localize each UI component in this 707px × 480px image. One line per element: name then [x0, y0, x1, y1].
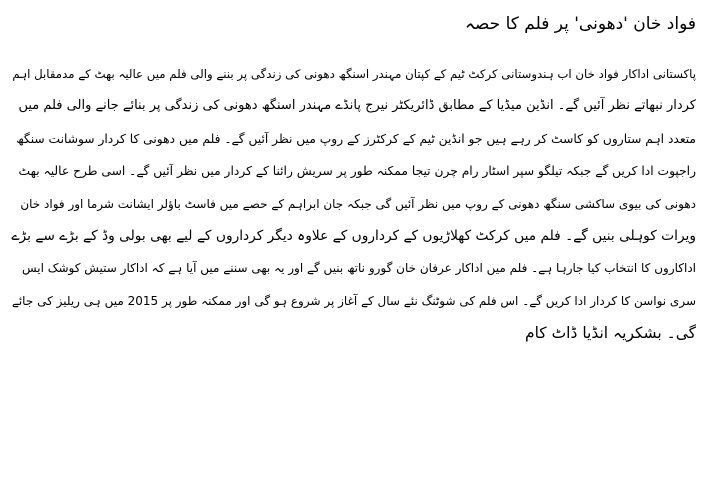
body-line: پاکستانی اداکار فواد خان اب ہندوستانی کرکٹ ٹیم کے کپتان مہندر اسنگھ دھونی کی زندگی پر بننے والی فلم میں عالیہ بھٹ کے مدمقابل اہم — [12, 67, 696, 81]
article-title: فواد خان 'دھونی' پر فلم کا حصہ — [464, 14, 696, 34]
body-line: راجپوت ادا کریں گے جبکہ تیلگو سپر اسٹار رام چرن تیجا ممکنہ طور پر سریش رائنا کے کردار میں نظر آئیں گے۔ اسی طرح عالیہ بھٹ — [18, 164, 696, 179]
body-line: کردار نبھاتے نظر آئیں گے۔ انڈین میڈیا کے مطابق ڈائریکٹر نیرج پانڈے مہندر اسنگھ دھونی کی زندگی پر بنائے جانے والی فلم میں — [18, 98, 696, 114]
article-body — [10, 59, 696, 351]
body-line: اداکاروں کا انتخاب کیا جارہا ہے۔ فلم میں اداکار عرفان خان گورو ناتھ بنیں گے اور یہ بھی سننے میں آیا ہے کہ اداکار ستیش کوشک ایس — [21, 261, 696, 276]
body-line: دھونی کی بیوی ساکشی سنگھ دھونی کے روپ میں نظر آئیں گی جبکہ جان ابراہم کے حصے میں فاسٹ باؤلر ایشانت شرما اور فواد خان — [20, 196, 696, 211]
body-line: گی۔ بشکریہ انڈیا ڈاٹ کام — [524, 324, 696, 343]
body-line: ویرات کوہلی بنیں گے۔ فلم میں کرکٹ کھلاڑیوں کے کرداروں کے علاوہ دیگر کرداروں کے لیے بھی بولی وڈ کے بڑے سے بڑے — [11, 227, 696, 244]
body-line: متعدد اہم ستاروں کو کاسٹ کر رہے ہیں جو انڈین ٹیم کے کرکٹرز کے روپ میں نظر آئیں گے۔ فلم میں دھونی کا کردار سوشانت سنگھ — [16, 131, 696, 146]
body-line: سری نواسن کا کردار ادا کریں گے۔ اس فلم کی شوٹنگ نئے سال کے آغاز پر شروع ہو گی اور ممکنہ طور پر 2015 میں ہی ریلیز کی جائے — [11, 293, 696, 308]
